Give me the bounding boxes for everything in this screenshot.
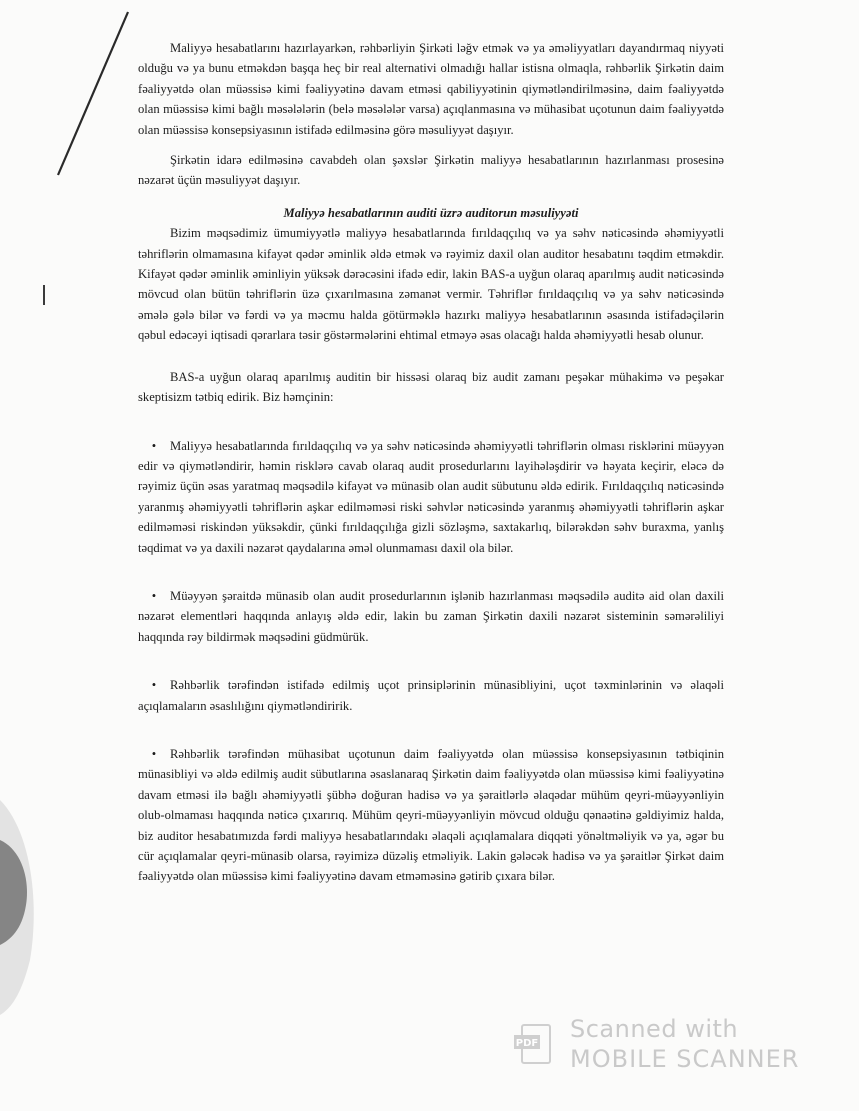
list-item-text: Rəhbərlik tərəfindən mühasibat uçotunun daim fəaliyyətdə olan müəssisə konsepsiyasının tətbiqinin münasibliyi və əldə edilmiş audit sübutlarına əsaslanaraq Şirkətin daim fəaliyyətdə olan müəssisə kimi fəaliyyətinə davam etməsi ilə bağlı əhəmiyyətli şübhə doğuran hadisə və ya şəraitlərlə əlaqədar mühüm qeyri-müəyyənliyin olub-olmaması haqqında nəticə çıxarırıq. Mühüm qeyri-müəyyənliyin mövcud olduğu qənaətinə gəldiyimiz halda, biz auditor hesabatımızda fərdi maliyyə hesabatlarındakı əlaqəli açıqlamalara diqqəti yönəltməliyik və ya, əgər bu cür açıqlamalar qeyri-münasib olarsa, rəyimizə düzəliş etməliyik. Lakin gələcək hadisə və ya şəraitlər Şirkət daim fəaliyyətdə olan müəssisə kimi fəaliyyətinə davam etməməsinə gətirib çıxara bilər. [138, 746, 724, 884]
bullet-icon: • [151, 588, 157, 603]
pdf-icon-label: PDF [515, 1038, 539, 1049]
paragraph-audit-objective: Bizim məqsədimiz ümumiyyətlə maliyyə hesabatlarında fırıldaqçılıq və ya səhv nəticəsində əhəmiyyətli təhriflərin olmamasına kifayət qədər əminlik əldə etmək və rəyimiz daxil olan auditor hesabatını təqdim etməkdir. Kifayət qədər əminlik əminliyin yüksək dərəcəsini ifadə edir, lakin BAS-a uyğun olaraq aparılmış audit nəticəsində mövcud olan bütün təhriflərin üzə çıxarılmasına zəmanət vermir. Təhriflər fırıldaqçılıq və ya səhv nəticəsində əmələ gələ bilər və fərdi və ya məcmu halda götürməklə hazırkı maliyyə hesabatlarının əsasında istifadəçilərin qəbul edəcəyi iqtisadi qərarlara təsir göstərmələrini ehtimal etməyə əsas olacağı halda əhəmiyyətli hesab olunur. [138, 226, 724, 343]
section-heading: Maliyyə hesabatlarının auditi üzrə auditorun məsuliyyəti [283, 205, 579, 220]
list-item-text: Rəhbərlik tərəfindən istifadə edilmiş uçot prinsiplərinin münasibliyini, uçot təxminlərinin və əlaqəli açıqlamaların əsaslılığını qiymətləndiririk. [138, 678, 724, 713]
bullet-icon: • [151, 746, 157, 761]
scan-edge-shade [0, 800, 34, 1015]
list-item [138, 675, 724, 716]
paragraph-professional-judgment: BAS-a uyğun olaraq aparılmış auditin bir hissəsi olaraq biz audit zamanı peşəkar mühakimə və peşəkar skeptisizm tətbiq edirik. Biz həmçinin: [138, 369, 724, 405]
bullet-icon: • [151, 438, 157, 453]
list-item [138, 744, 724, 887]
watermark-line-2: MOBILE SCANNER [570, 1045, 800, 1073]
paragraph-management-responsibility: Maliyyə hesabatlarını hazırlayarkən, rəhbərliyin Şirkəti ləğv etmək və ya əməliyyatları dayandırmaq niyyəti olduğu və ya bunu etməkdən başqa heç bir real alternativi olmadığı hallar istisna olmaqla, rəhbərlik Şirkətin daim fəaliyyətdə olan müəssisə kimi fəaliyyətinə davam etməsi qabiliyyətinin qiymətləndirilməsinə, daim fəaliyyətdə olan müəssisə kimi bağlı məsələlərin (belə məsələlər varsa) açıqlanmasına və mühasibat uçotunun daim fəaliyyətdə olan müəssisə konsepsiyasının istifadə edilməsinə görə məsuliyyət daşıyır. [138, 41, 724, 137]
watermark-line-1: Scanned with [570, 1015, 739, 1043]
bullet-icon: • [151, 678, 157, 693]
list-item-text: Maliyyə hesabatlarında fırıldaqçılıq və ya səhv nəticəsində əhəmiyyətli təhriflərin olması risklərini müəyyən edir və qiymətləndirir, həmin risklərə cavab olaraq audit prosedurlarını layihələşdirir və həyata keçirir, eləcə də rəyimiz üçün əsas yaratmaq məqsədilə kifayət və münasib olan audit sübutunu əldə edirik. Fırıldaqçılıq nəticəsində yaranmış əhəmiyyətli təhriflərin aşkar edilməməsi riski səhvlər nəticəsində yaranmış əhəmiyyətli təhriflərin aşkar edilməməsi riskindən yüksəkdir, çünki fırıldaqçılığa gizli sözləşmə, saxtakarlıq, bilərəkdən səhv buraxma, yanlış təqdimat və ya daxili nəzarət qaydalarına əməl olunmaması daxil ola bilər. [138, 438, 724, 555]
list-item [138, 586, 724, 647]
document-page [138, 38, 724, 887]
paragraph-governance-oversight: Şirkətin idarə edilməsinə cavabdeh olan şəxslər Şirkətin maliyyə hesabatlarının hazırlanması prosesinə nəzarət üçün məsuliyyət daşıyır. [138, 153, 724, 188]
scan-edge-line [58, 12, 128, 175]
list-item-text: Müəyyən şəraitdə münasib olan audit prosedurlarının işlənib hazırlanması məqsədilə auditə aid olan daxili nəzarət elementləri haqqında anlayış əldə edir, lakin bu zaman Şirkətin daxili nəzarət sisteminin səmərəliliyi haqqında rəy bildirmək məqsədini güdmürük. [138, 588, 724, 644]
pdf-document-icon [514, 1023, 554, 1067]
list-item [138, 436, 724, 558]
scanner-watermark [514, 1015, 804, 1077]
